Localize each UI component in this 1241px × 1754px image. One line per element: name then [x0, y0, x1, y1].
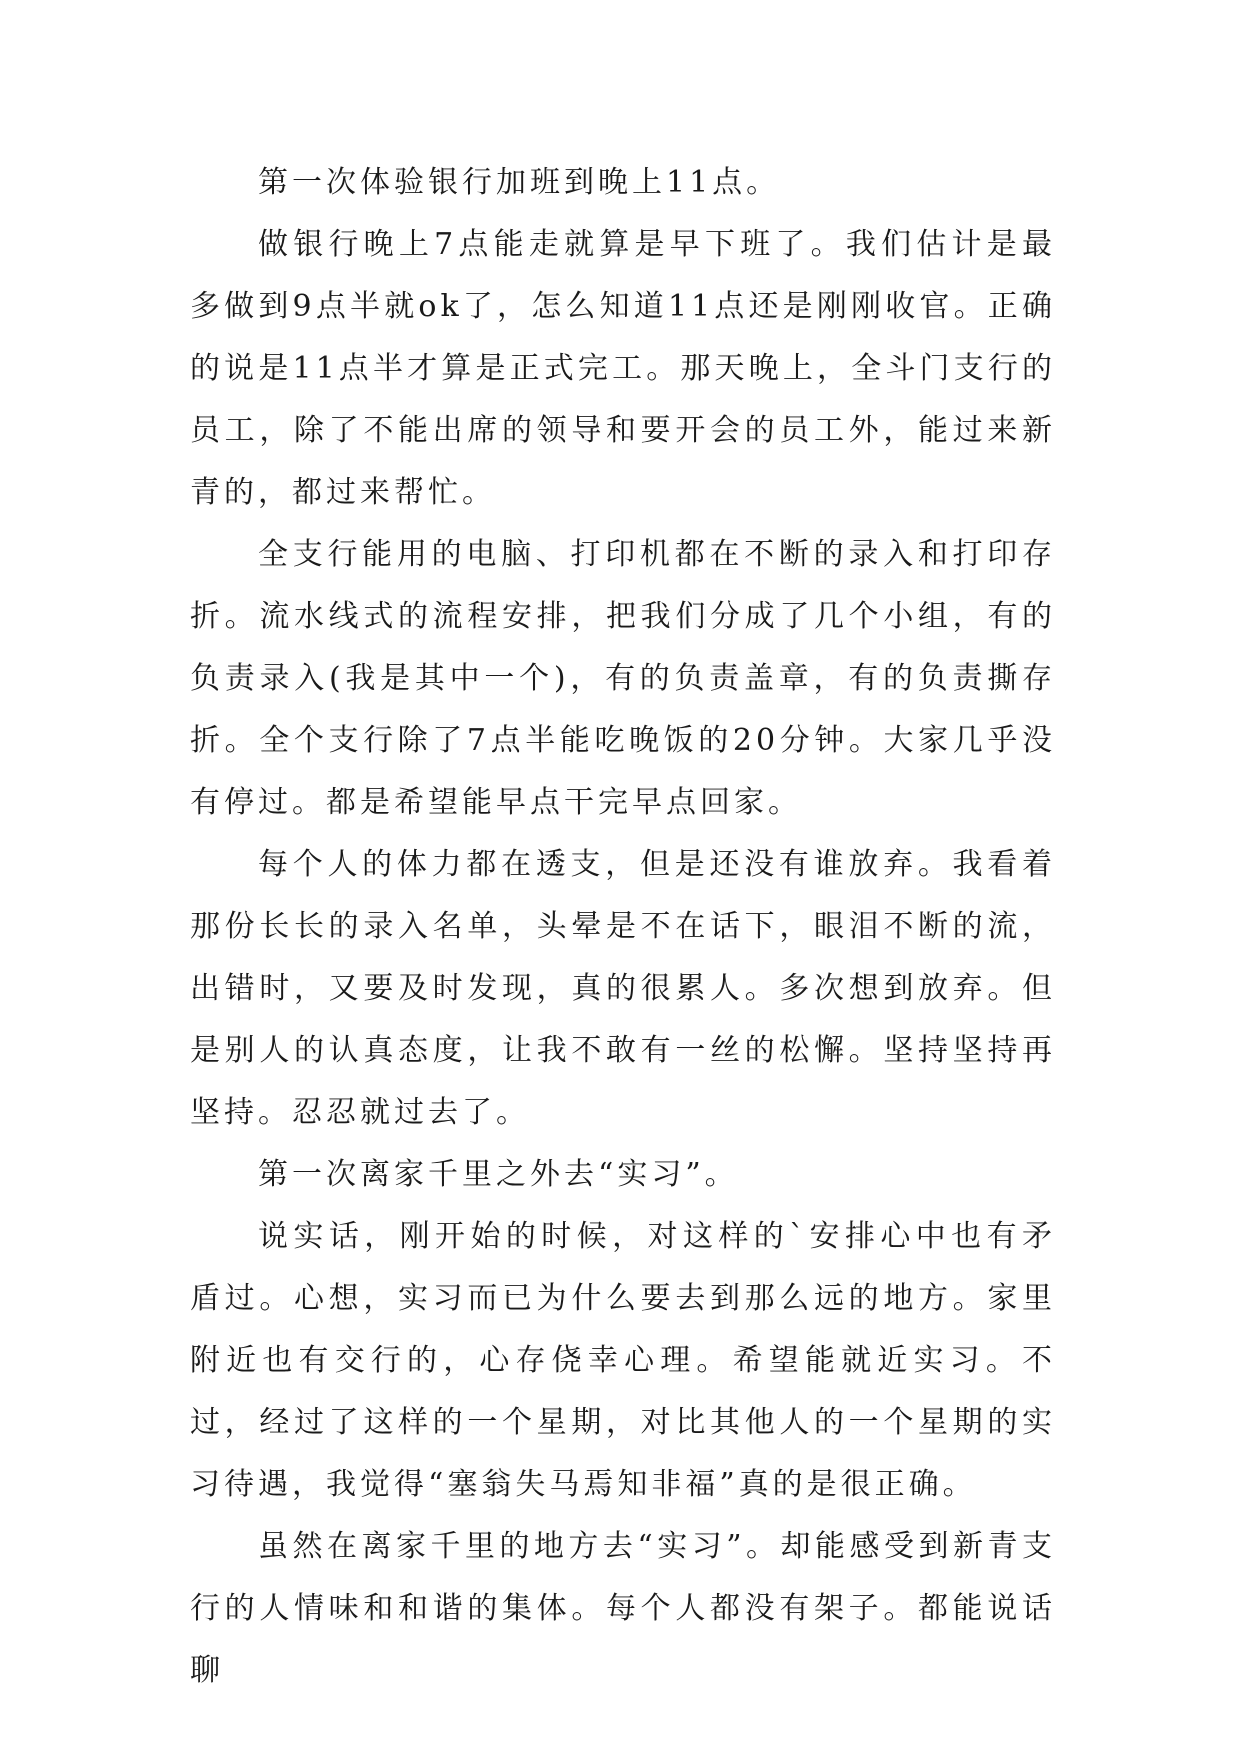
- paragraph: 虽然在离家千里的地方去“实习”。却能感受到新青支行的人情味和和谐的集体。每个人都没有架子。都能说话聊: [190, 1529, 1056, 1688]
- paragraph: 做银行晚上7点能走就算是早下班了。我们估计是最多做到9点半就ok了，怎么知道11点还是刚刚收官。正确的说是11点半才算是正式完工。那天晚上，全斗门支行的员工，除了不能出席的领导和要开会的员工外，能过来新青的，都过来帮忙。: [190, 227, 1056, 510]
- document-body: [190, 152, 1056, 1702]
- paragraph: 说实话，刚开始的时候，对这样的`安排心中也有矛盾过。心想，实习而已为什么要去到那么远的地方。家里附近也有交行的，心存侥幸心理。希望能就近实习。不过，经过了这样的一个星期，对比其他人的一个星期的实习待遇，我觉得“塞翁失马焉知非福”真的是很正确。: [190, 1219, 1056, 1502]
- paragraph: 每个人的体力都在透支，但是还没有谁放弃。我看着那份长长的录入名单，头晕是不在话下，眼泪不断的流，出错时，又要及时发现，真的很累人。多次想到放弃。但是别人的认真态度，让我不敢有一丝的松懈。坚持坚持再坚持。忍忍就过去了。: [190, 847, 1056, 1130]
- paragraph: 第一次体验银行加班到晚上11点。: [258, 165, 781, 200]
- paragraph: 全支行能用的电脑、打印机都在不断的录入和打印存折。流水线式的流程安排，把我们分成了几个小组，有的负责录入(我是其中一个)，有的负责盖章，有的负责撕存折。全个支行除了7点半能吃晚饭的20分钟。大家几乎没有停过。都是希望能早点干完早点回家。: [190, 537, 1056, 820]
- paragraph: 第一次离家千里之外去“实习”。: [258, 1157, 739, 1192]
